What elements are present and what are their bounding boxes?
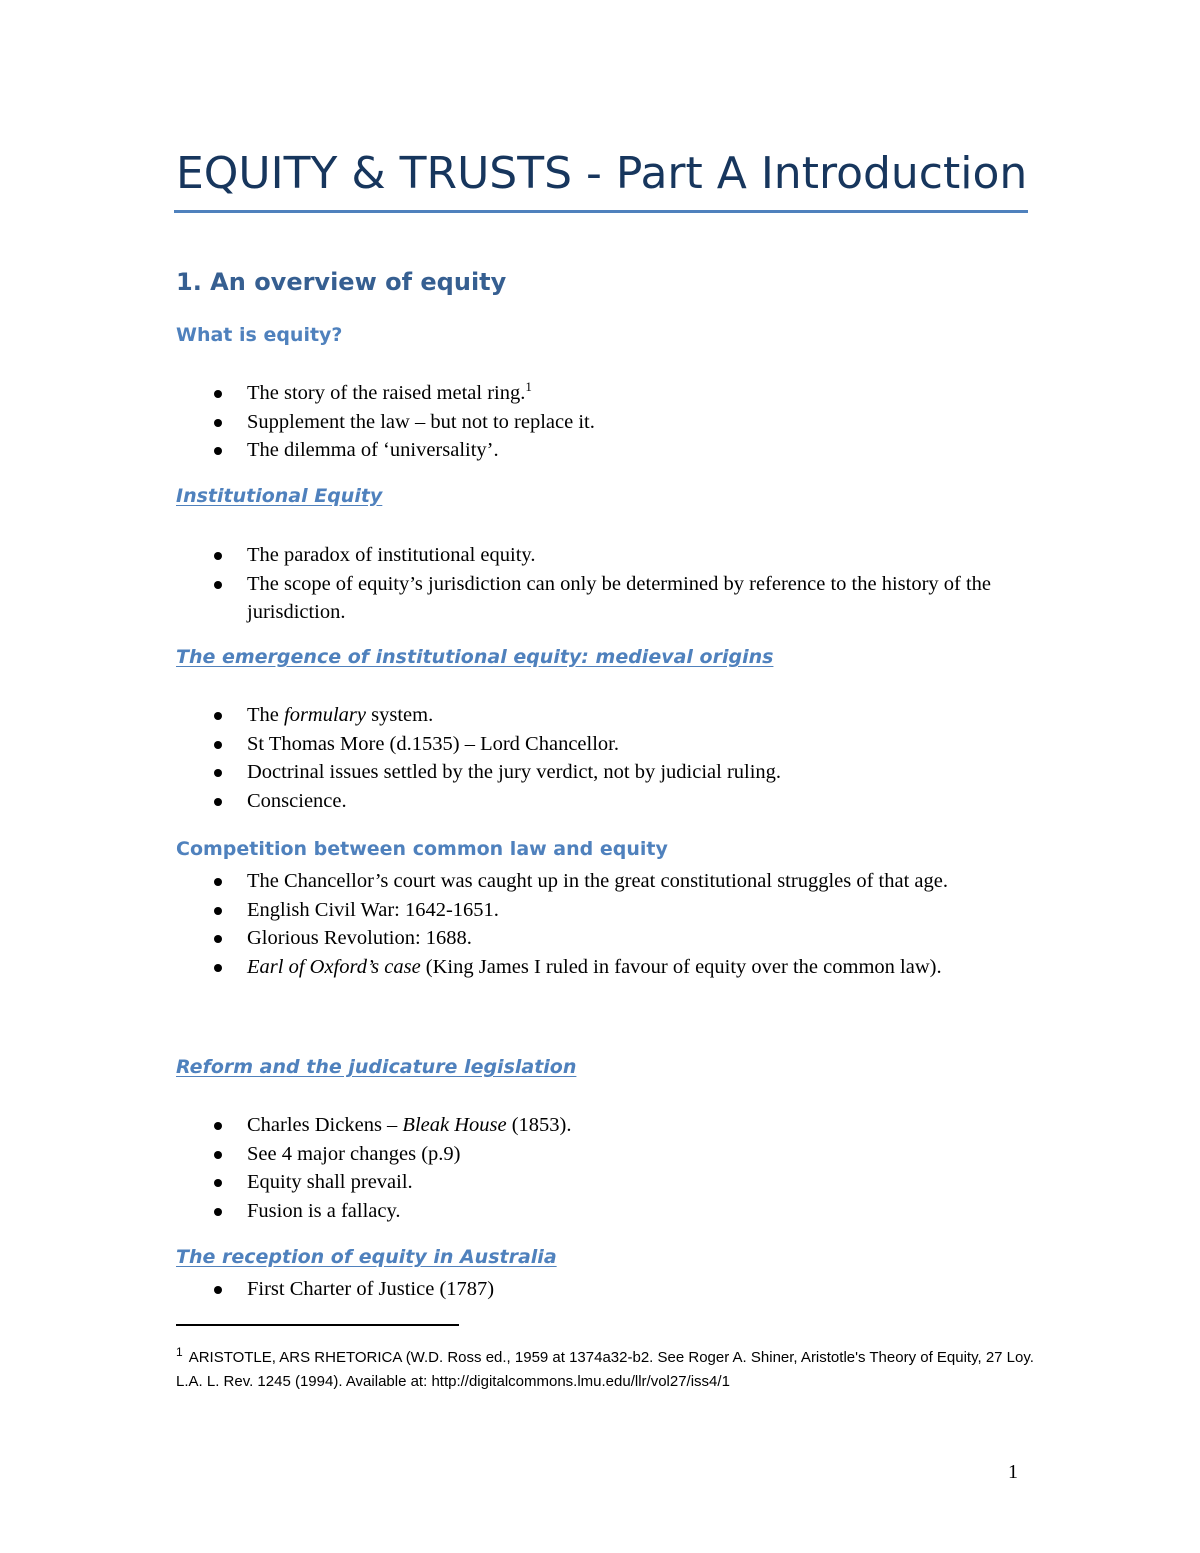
- bullet-list-what-is-equity: [176, 379, 1036, 465]
- list-item: [176, 1275, 1036, 1304]
- bullet-icon: [214, 1151, 222, 1159]
- title-underline: [174, 210, 1028, 213]
- list-item-text: The dilemma of ‘universality’.: [247, 439, 499, 461]
- list-item-text: system.: [366, 704, 434, 726]
- list-item: [176, 379, 1036, 408]
- list-item-text: Fusion is a fallacy.: [247, 1199, 401, 1222]
- bullet-icon: [214, 1208, 222, 1216]
- bullet-icon: [214, 907, 222, 915]
- footnote: [176, 1340, 1036, 1394]
- list-item-text: (1853).: [506, 1114, 572, 1136]
- bullet-list-institutional-equity: [176, 541, 1036, 627]
- list-item: [176, 867, 1036, 896]
- bullet-icon: [214, 1286, 222, 1294]
- bullet-icon: [214, 419, 222, 427]
- list-item-text: First Charter of Justice (1787): [247, 1278, 495, 1300]
- subheading-reception-australia: The reception of equity in Australia: [176, 1246, 557, 1268]
- bullet-icon: [214, 1122, 222, 1130]
- list-item: [176, 730, 1036, 759]
- bullet-list-reform: [176, 1111, 1036, 1225]
- list-item: [176, 758, 1036, 787]
- bullet-icon: [214, 581, 222, 589]
- bullet-icon: [214, 935, 222, 943]
- list-item-emphasis: formulary: [284, 704, 366, 726]
- bullet-icon: [214, 390, 222, 398]
- bullet-icon: [214, 964, 222, 972]
- bullet-icon: [214, 798, 222, 806]
- list-item: [176, 924, 1036, 953]
- footnote-mark: 1: [176, 1345, 183, 1359]
- subheading-competition: Competition between common law and equity: [176, 838, 668, 860]
- list-item-text: Conscience.: [247, 789, 347, 812]
- footnote-text: ARISTOTLE, ARS RHETORICA (W.D. Ross ed., 1959 at 1374a32-b2. See Roger A. Shiner, Aristotle's Theory of Equity, 27 Loy. L.A. L. Rev. 1245 (1994). Available at: http://digitalcommons.lmu.edu/llr/vol27/iss4/1: [176, 1349, 1034, 1390]
- bullet-list-medieval-origins: [176, 701, 1036, 815]
- bullet-icon: [214, 447, 222, 455]
- footnote-reference[interactable]: 1: [525, 379, 532, 394]
- bullet-list-reception-australia: [176, 1275, 1036, 1304]
- list-item: [176, 570, 1036, 627]
- list-item: [176, 408, 1036, 437]
- footnote-separator: [176, 1324, 459, 1326]
- bullet-icon: [214, 741, 222, 749]
- list-item-text: Glorious Revolution: 1688.: [247, 927, 472, 949]
- bullet-icon: [214, 552, 222, 560]
- list-item-text: English Civil War: 1642-1651.: [247, 898, 499, 921]
- bullet-icon: [214, 769, 222, 777]
- page-number: 1: [1008, 1461, 1018, 1483]
- list-item-text: Equity shall prevail.: [247, 1171, 413, 1193]
- list-item: [176, 787, 1036, 816]
- list-item: [176, 1197, 1036, 1226]
- book-title: Bleak House: [402, 1114, 507, 1136]
- document-title: EQUITY & TRUSTS - Part A Introduction: [176, 148, 1028, 199]
- subheading-institutional-equity: Institutional Equity: [176, 485, 383, 507]
- list-item-text: The: [247, 704, 284, 726]
- section-heading: 1. An overview of equity: [176, 268, 507, 296]
- list-item: [176, 541, 1036, 570]
- subheading-reform: Reform and the judicature legislation: [176, 1056, 577, 1078]
- list-item-text: See 4 major changes (p.9): [247, 1142, 461, 1165]
- list-item-text: Charles Dickens –: [247, 1114, 403, 1136]
- list-item: [176, 953, 1036, 982]
- list-item: [176, 1168, 1036, 1197]
- subheading-what-is-equity: What is equity?: [176, 324, 343, 346]
- list-item-text: The scope of equity’s jurisdiction can only be determined by reference to the history of the jurisdiction.: [247, 572, 992, 623]
- bullet-icon: [214, 878, 222, 886]
- bullet-icon: [214, 712, 222, 720]
- list-item: [176, 1111, 1036, 1140]
- list-item-text: The paradox of institutional equity.: [247, 544, 536, 566]
- list-item: [176, 896, 1036, 925]
- list-item: [176, 701, 1036, 730]
- list-item-text: Supplement the law – but not to replace it.: [247, 410, 595, 433]
- bullet-list-competition: [176, 867, 1036, 981]
- list-item-text: The story of the raised metal ring.: [247, 382, 526, 404]
- case-name: Earl of Oxford’s case: [247, 955, 421, 978]
- list-item-text: (King James I ruled in favour of equity over the common law).: [420, 955, 942, 978]
- list-item-text: The Chancellor’s court was caught up in the great constitutional struggles of that age.: [247, 870, 948, 892]
- subheading-medieval-origins: The emergence of institutional equity: medieval origins: [176, 646, 774, 668]
- list-item: [176, 1140, 1036, 1169]
- list-item: [176, 436, 1036, 465]
- list-item-text: St Thomas More (d.1535) – Lord Chancellor.: [247, 732, 619, 755]
- list-item-text: Doctrinal issues settled by the jury verdict, not by judicial ruling.: [247, 761, 782, 783]
- bullet-icon: [214, 1179, 222, 1187]
